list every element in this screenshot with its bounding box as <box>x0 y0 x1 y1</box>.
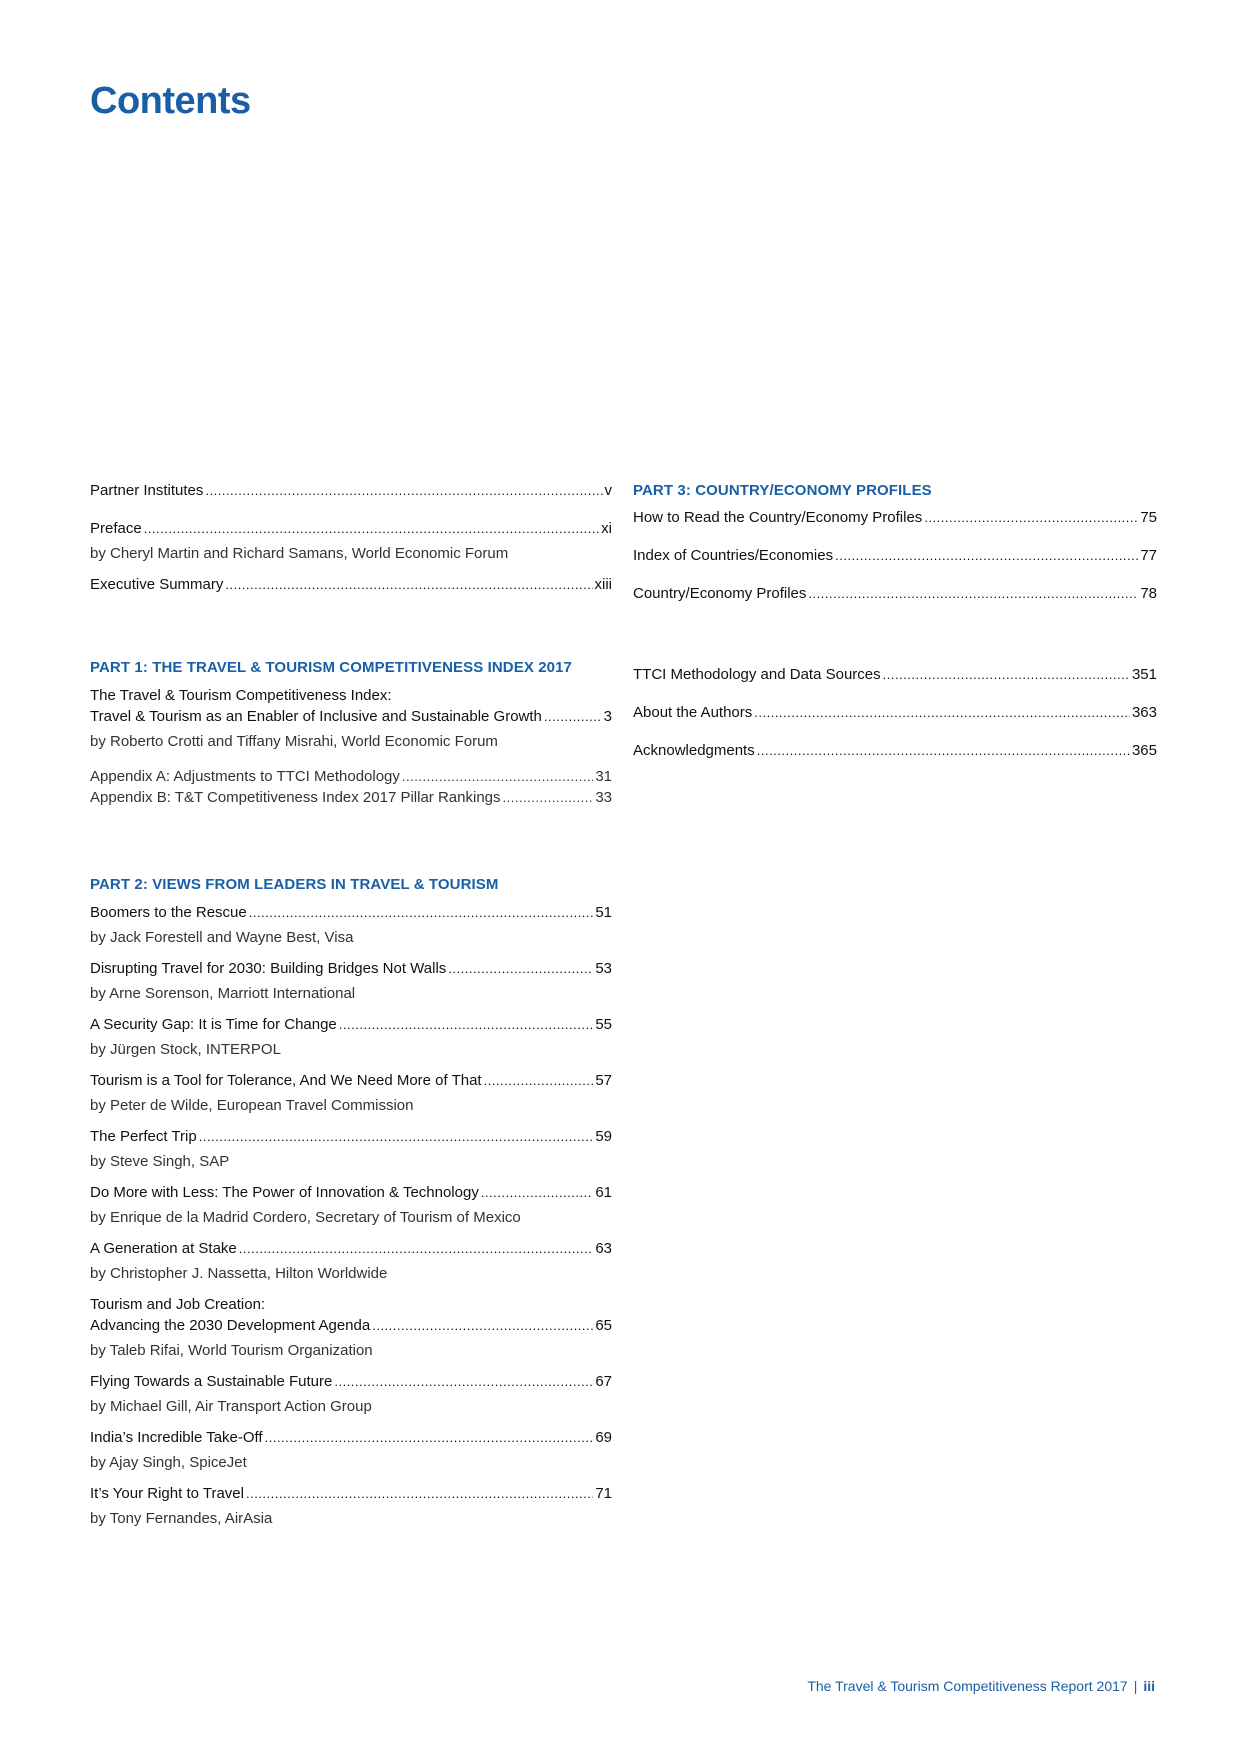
leader-dots <box>503 787 594 808</box>
toc-entry-article[interactable] <box>90 1126 612 1172</box>
toc-entry-appendix-a[interactable] <box>90 766 612 787</box>
toc-page: 33 <box>595 789 612 806</box>
toc-page: xi <box>601 520 612 537</box>
leader-dots <box>402 766 593 787</box>
toc-author: by Enrique de la Madrid Cordero, Secretary of Tourism of Mexico <box>90 1209 521 1226</box>
footer-report-title: The Travel & Tourism Competitiveness Report 2017 <box>807 1678 1128 1694</box>
toc-entry-appendix-b[interactable] <box>90 787 612 808</box>
footer-separator: | <box>1133 1678 1138 1694</box>
toc-entry-article[interactable] <box>90 958 612 1004</box>
leader-dots <box>757 740 1130 761</box>
toc-author: by Michael Gill, Air Transport Action Group <box>90 1398 372 1415</box>
toc-author: by Roberto Crotti and Tiffany Misrahi, World Economic Forum <box>90 733 498 750</box>
toc-label: How to Read the Country/Economy Profiles <box>633 509 923 526</box>
toc-label: Advancing the 2030 Development Agenda <box>90 1317 371 1334</box>
toc-entry-article[interactable] <box>90 1427 612 1473</box>
toc-label-line1: The Travel & Tourism Competitiveness Index: <box>90 687 392 704</box>
leader-dots <box>883 664 1130 685</box>
toc-label: Appendix A: Adjustments to TTCI Methodology <box>90 768 400 785</box>
toc-author: by Jürgen Stock, INTERPOL <box>90 1041 281 1058</box>
toc-label: It’s Your Right to Travel <box>90 1485 244 1502</box>
toc-label: The Perfect Trip <box>90 1128 197 1145</box>
toc-label: India’s Incredible Take-Off <box>90 1429 263 1446</box>
toc-page: 78 <box>1140 585 1157 602</box>
leader-dots <box>481 1182 593 1203</box>
toc-page: 351 <box>1131 666 1157 683</box>
toc-entry-index-of-countries[interactable] <box>633 545 1157 566</box>
toc-page: 31 <box>595 768 612 785</box>
toc-label: About the Authors <box>633 704 753 721</box>
toc-page: 63 <box>595 1240 612 1257</box>
toc-entry-executive-summary[interactable] <box>90 574 612 595</box>
leader-dots <box>924 507 1138 528</box>
page-footer <box>807 1678 1155 1694</box>
toc-page: 71 <box>595 1485 612 1502</box>
toc-page: 51 <box>595 904 612 921</box>
toc-page: xiii <box>594 576 612 593</box>
toc-label: Index of Countries/Economies <box>633 547 834 564</box>
toc-page: v <box>604 482 612 499</box>
toc-entry-acknowledgments[interactable] <box>633 740 1157 761</box>
leader-dots <box>144 518 599 539</box>
toc-author: by Steve Singh, SAP <box>90 1153 230 1170</box>
leader-dots <box>339 1014 594 1035</box>
toc-label: A Security Gap: It is Time for Change <box>90 1016 337 1033</box>
toc-entry-country-profiles[interactable] <box>633 583 1157 604</box>
leader-dots <box>372 1315 593 1336</box>
footer-page-number: iii <box>1143 1678 1155 1694</box>
part1-heading: PART 1: THE TRAVEL & TOURISM COMPETITIVENESS INDEX 2017 <box>90 659 572 676</box>
toc-author: by Cheryl Martin and Richard Samans, World Economic Forum <box>90 545 509 562</box>
toc-author: by Arne Sorenson, Marriott International <box>90 985 356 1002</box>
toc-entry-article[interactable] <box>90 1182 612 1228</box>
toc-author: by Christopher J. Nassetta, Hilton Worldwide <box>90 1265 388 1282</box>
toc-page: 75 <box>1140 509 1157 526</box>
toc-page: 3 <box>603 708 612 725</box>
toc-entry-article[interactable] <box>90 1483 612 1529</box>
leader-dots <box>484 1070 594 1091</box>
toc-label: A Generation at Stake <box>90 1240 237 1257</box>
toc-entry-article[interactable] <box>90 1014 612 1060</box>
toc-author: by Peter de Wilde, European Travel Commission <box>90 1097 414 1114</box>
toc-page: 365 <box>1131 742 1157 759</box>
left-column <box>90 480 612 1529</box>
leader-dots <box>199 1126 594 1147</box>
toc-page: 69 <box>595 1429 612 1446</box>
toc-page: 55 <box>595 1016 612 1033</box>
toc-page: 61 <box>595 1184 612 1201</box>
toc-label: Boomers to the Rescue <box>90 904 247 921</box>
toc-page: 53 <box>595 960 612 977</box>
appendix-list <box>90 766 612 808</box>
toc-entry-methodology[interactable] <box>633 664 1157 685</box>
part1-section <box>90 657 612 808</box>
toc-label: Executive Summary <box>90 576 224 593</box>
toc-entry-partner-institutes[interactable] <box>90 480 612 501</box>
leader-dots <box>835 545 1138 566</box>
right-column <box>633 480 1157 761</box>
leader-dots <box>246 1483 593 1504</box>
leader-dots <box>808 583 1138 604</box>
toc-label: Flying Towards a Sustainable Future <box>90 1373 333 1390</box>
toc-page: 59 <box>595 1128 612 1145</box>
toc-entry-article[interactable] <box>90 1294 612 1361</box>
leader-dots <box>334 1371 593 1392</box>
toc-label-line1: Tourism and Job Creation: <box>90 1296 266 1313</box>
toc-entry-article[interactable] <box>90 1371 612 1417</box>
leader-dots <box>544 706 602 727</box>
toc-author: by Ajay Singh, SpiceJet <box>90 1454 247 1471</box>
toc-label: Do More with Less: The Power of Innovation & Technology <box>90 1184 479 1201</box>
toc-entry-ttci[interactable] <box>90 685 612 752</box>
part3-heading: PART 3: COUNTRY/ECONOMY PROFILES <box>633 482 932 499</box>
toc-label: Partner Institutes <box>90 482 204 499</box>
part2-section <box>90 874 612 1529</box>
toc-author: by Jack Forestell and Wayne Best, Visa <box>90 929 354 946</box>
toc-label: Appendix B: T&T Competitiveness Index 2017 Pillar Rankings <box>90 789 501 806</box>
toc-author: by Taleb Rifai, World Tourism Organization <box>90 1342 373 1359</box>
toc-entry-article[interactable] <box>90 1238 612 1284</box>
toc-label: TTCI Methodology and Data Sources <box>633 666 881 683</box>
toc-entry-article[interactable] <box>90 902 612 948</box>
back-matter <box>633 664 1157 761</box>
toc-page: 57 <box>595 1072 612 1089</box>
toc-page: 363 <box>1131 704 1157 721</box>
part2-heading: PART 2: VIEWS FROM LEADERS IN TRAVEL & TOURISM <box>90 876 499 893</box>
toc-author: by Tony Fernandes, AirAsia <box>90 1510 273 1527</box>
toc-label: Disrupting Travel for 2030: Building Bridges Not Walls <box>90 960 447 977</box>
toc-label: Preface <box>90 520 142 537</box>
leader-dots <box>265 1427 594 1448</box>
page-title: Contents <box>90 80 251 122</box>
toc-page: 77 <box>1140 547 1157 564</box>
toc-entry-preface[interactable] <box>90 518 612 564</box>
toc-entry-about-authors[interactable] <box>633 702 1157 723</box>
leader-dots <box>239 1238 594 1259</box>
toc-page: 67 <box>595 1373 612 1390</box>
toc-page: 65 <box>595 1317 612 1334</box>
leader-dots <box>249 902 594 923</box>
leader-dots <box>448 958 593 979</box>
toc-label: Country/Economy Profiles <box>633 585 807 602</box>
toc-label: Acknowledgments <box>633 742 755 759</box>
toc-entry-article[interactable] <box>90 1070 612 1116</box>
toc-label: Tourism is a Tool for Tolerance, And We Need More of That <box>90 1072 482 1089</box>
toc-label: Travel & Tourism as an Enabler of Inclusive and Sustainable Growth <box>90 708 542 725</box>
leader-dots <box>225 574 592 595</box>
toc-entry-how-to-read[interactable] <box>633 507 1157 528</box>
leader-dots <box>205 480 602 501</box>
part3-section <box>633 480 1157 604</box>
leader-dots <box>754 702 1130 723</box>
